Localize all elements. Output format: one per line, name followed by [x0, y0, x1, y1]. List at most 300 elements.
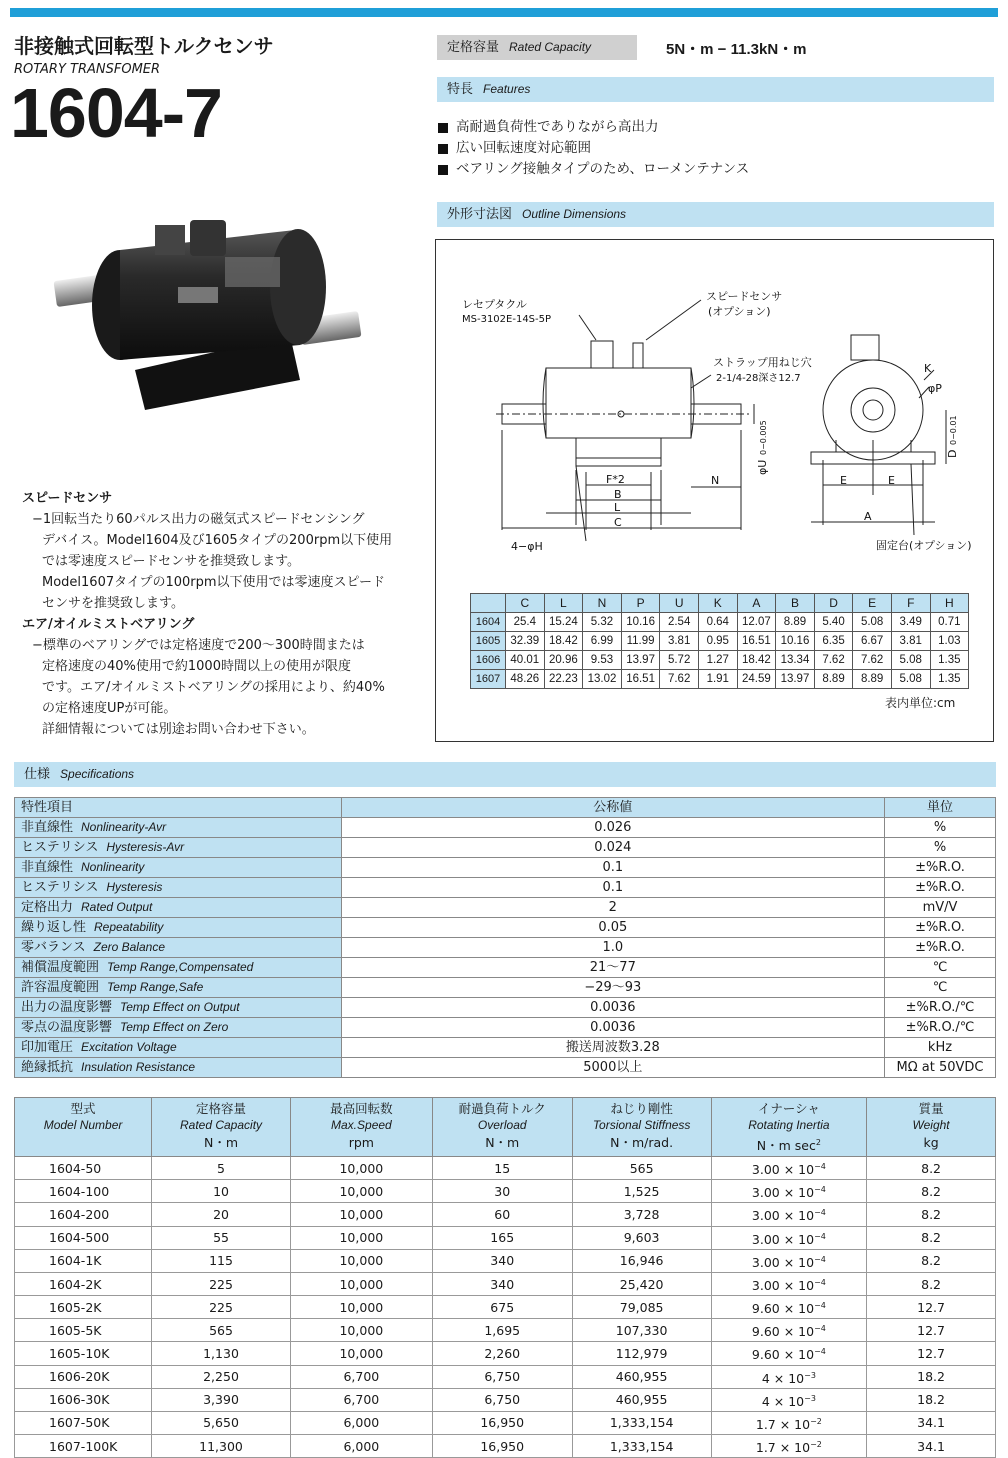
spec-label-en: Nonlinearity — [81, 860, 145, 874]
model-header-jp: 耐過負荷トルク — [458, 1101, 546, 1116]
title-japanese: 非接触式回転型トルクセンサ — [14, 34, 274, 58]
bearing-note-line: です。エア/オイルミストベアリングの採用により、約40% — [42, 680, 385, 695]
model-row — [15, 1203, 996, 1226]
spec-label — [15, 818, 342, 838]
model-header-jp: ねじり剛性 — [610, 1101, 673, 1116]
spec-value: 1.0 — [341, 938, 884, 958]
outline-drawing — [436, 240, 993, 580]
spec-label-jp: 繰り返し性 — [21, 920, 87, 935]
spec-value: 0.05 — [341, 918, 884, 938]
model-header-unit — [15, 1134, 151, 1151]
model-row — [15, 1249, 996, 1272]
dimension-header-cell: C — [506, 594, 545, 613]
bearing-title: エア/オイルミストベアリング — [22, 617, 195, 632]
model-cell-cap: 1,130 — [152, 1342, 291, 1365]
spec-label — [15, 1058, 342, 1078]
dimension-header-cell: F — [891, 594, 930, 613]
spec-header-cell: 特性項目 — [15, 798, 342, 818]
model-cell-model: 1605-2K — [15, 1296, 152, 1319]
receptacle-part: MS-3102E-14S-5P — [462, 314, 552, 325]
dim-d: D — [946, 449, 959, 458]
model-cell-weight: 8.2 — [867, 1180, 996, 1203]
model-row — [15, 1226, 996, 1249]
inertia-base: 3.00 × 10 — [751, 1162, 815, 1178]
capacity-label: 定格容量 Rated Capacity — [437, 35, 637, 60]
spec-label — [15, 978, 342, 998]
spec-value: 0.024 — [341, 838, 884, 858]
spec-unit: ±%R.O./℃ — [884, 1018, 995, 1038]
model-header-unit — [291, 1134, 432, 1151]
bearing-note-line: −標準のベアリングでは定格速度で200〜300時間または — [32, 638, 365, 653]
dimension-cell: 5.08 — [853, 613, 892, 632]
spec-label-en: Insulation Resistance — [81, 1060, 196, 1074]
spec-label — [15, 998, 342, 1018]
dimension-header-cell: A — [737, 594, 776, 613]
spec-row — [15, 898, 996, 918]
spec-row — [15, 818, 996, 838]
model-header-cell — [432, 1098, 572, 1157]
dimension-row — [471, 651, 969, 670]
spec-label — [15, 898, 342, 918]
dimension-cell: 13.97 — [776, 670, 815, 689]
model-cell-speed: 6,700 — [290, 1388, 432, 1411]
model-cell-inertia — [711, 1435, 867, 1458]
dimension-cell: 5.08 — [891, 670, 930, 689]
spec-value: 2 — [341, 898, 884, 918]
model-cell-speed: 10,000 — [290, 1272, 432, 1295]
model-header-cell — [572, 1098, 711, 1157]
inertia-exponent: −4 — [814, 1162, 826, 1172]
model-cell-over: 60 — [432, 1203, 572, 1226]
spec-value: 搬送周波数3.28 — [341, 1038, 884, 1058]
model-cell-cap: 225 — [152, 1296, 291, 1319]
spec-label-en: Hysteresis — [106, 880, 163, 894]
spec-value: 0.0036 — [341, 1018, 884, 1038]
feature-item — [438, 138, 749, 159]
model-cell-weight: 8.2 — [867, 1203, 996, 1226]
dim-k: K — [924, 362, 932, 375]
model-cell-cap: 5,650 — [152, 1411, 291, 1434]
dimension-cell: 22.23 — [544, 670, 583, 689]
model-cell-cap: 55 — [152, 1226, 291, 1249]
model-cell-over: 6,750 — [432, 1365, 572, 1388]
model-header-unit-text: N・m/rad. — [610, 1135, 674, 1150]
spec-label-jp: 零バランス — [21, 940, 86, 955]
dimension-unit-note: 表内単位:cm — [885, 696, 956, 710]
strap-spec: 2-1/4-28深さ12.7 — [716, 373, 801, 384]
model-cell-model: 1605-5K — [15, 1319, 152, 1342]
inertia-exponent: −3 — [804, 1393, 816, 1403]
model-cell-over: 340 — [432, 1272, 572, 1295]
spec-label-jp: ヒステリシス — [21, 840, 99, 855]
spec-row — [15, 878, 996, 898]
inertia-exponent: −4 — [814, 1347, 826, 1357]
model-cell-model: 1607-50K — [15, 1411, 152, 1434]
model-cell-stiff: 1,333,154 — [572, 1435, 711, 1458]
spec-unit: ±%R.O./℃ — [884, 998, 995, 1018]
model-cell-stiff: 9,603 — [572, 1226, 711, 1249]
spec-label-jp: ヒステリシス — [21, 880, 99, 895]
model-cell-model: 1607-100K — [15, 1435, 152, 1458]
top-accent-bar — [10, 8, 998, 17]
model-cell-model: 1606-20K — [15, 1365, 152, 1388]
inertia-base: 9.60 × 10 — [751, 1347, 815, 1363]
dimension-cell: 6.35 — [814, 632, 853, 651]
bearing-note-line: 定格速度の40%使用で約1000時間以上の使用が限度 — [42, 659, 351, 674]
model-cell-over: 675 — [432, 1296, 572, 1319]
dim-u: φU — [756, 459, 769, 475]
dimension-cell: 6.67 — [853, 632, 892, 651]
dimension-cell: 18.42 — [544, 632, 583, 651]
model-cell-cap: 3,390 — [152, 1388, 291, 1411]
spec-unit: kHz — [884, 1038, 995, 1058]
inertia-base: 3.00 × 10 — [751, 1231, 815, 1247]
inertia-exponent: −4 — [814, 1231, 826, 1241]
inertia-base: 9.60 × 10 — [751, 1324, 815, 1340]
model-cell-weight: 12.7 — [867, 1319, 996, 1342]
model-cell-stiff: 79,085 — [572, 1296, 711, 1319]
model-header-jp: 定格容量 — [196, 1101, 247, 1116]
feature-item — [438, 117, 749, 138]
model-header-cell — [711, 1098, 867, 1157]
dimension-cell: 9.53 — [583, 651, 622, 670]
model-cell-weight: 18.2 — [867, 1365, 996, 1388]
model-header-cell — [867, 1098, 996, 1157]
dim-e2: E — [888, 474, 895, 487]
dimension-cell: 3.49 — [891, 613, 930, 632]
inertia-exponent: −4 — [814, 1185, 826, 1195]
spec-row — [15, 838, 996, 858]
model-header-en: Model Number — [43, 1118, 123, 1132]
inertia-exponent: −4 — [814, 1208, 826, 1218]
model-header-unit-text: N・m sec — [756, 1138, 816, 1154]
dim-p: φP — [928, 382, 942, 395]
model-cell-weight: 12.7 — [867, 1296, 996, 1319]
model-cell-inertia — [711, 1388, 867, 1411]
dimension-header-cell: N — [583, 594, 622, 613]
model-header-unit-text: kg — [923, 1135, 939, 1150]
dimension-cell: 3.81 — [660, 632, 699, 651]
inertia-base: 9.60 × 10 — [751, 1301, 815, 1317]
dimension-cell: 1.03 — [930, 632, 969, 651]
dimension-cell: 40.01 — [506, 651, 545, 670]
dimension-cell: 6.99 — [583, 632, 622, 651]
model-cell-stiff: 3,728 — [572, 1203, 711, 1226]
model-cell-over: 165 — [432, 1226, 572, 1249]
dimension-cell: 16.51 — [737, 632, 776, 651]
model-header-unit-text: N・m — [204, 1135, 239, 1150]
dimension-header-cell: P — [621, 594, 660, 613]
model-row — [15, 1157, 996, 1180]
model-header-unit — [712, 1134, 867, 1154]
model-header-cell — [15, 1098, 152, 1157]
specifications-table — [14, 797, 996, 1078]
model-header-unit-text: N・m — [485, 1135, 520, 1150]
model-cell-inertia — [711, 1249, 867, 1272]
model-cell-inertia — [711, 1342, 867, 1365]
specifications-header: 仕様 Specifications — [14, 762, 996, 787]
dimension-header-cell: H — [930, 594, 969, 613]
dimension-header-cell: D — [814, 594, 853, 613]
dimension-header-cell: K — [698, 594, 737, 613]
model-cell-cap: 2,250 — [152, 1365, 291, 1388]
spec-label-en: Rated Output — [81, 900, 153, 914]
dimension-cell: 13.34 — [776, 651, 815, 670]
spec-label-jp: 零点の温度影響 — [21, 1020, 113, 1035]
dimension-cell: 1.27 — [698, 651, 737, 670]
speed-sensor-note-line: センサを推奨致します。 — [42, 596, 184, 611]
speed-sensor-note-line: Model1607タイプの100rpm以下使用では零速度スピード — [42, 575, 386, 590]
model-cell-weight: 34.1 — [867, 1435, 996, 1458]
dimension-cell: 11.99 — [621, 632, 660, 651]
dimension-row-model: 1607 — [471, 670, 506, 689]
model-cell-inertia — [711, 1319, 867, 1342]
model-cell-speed: 10,000 — [290, 1342, 432, 1365]
dimension-cell: 8.89 — [814, 670, 853, 689]
feature-text: 広い回転速度対応範囲 — [456, 140, 591, 156]
spec-row — [15, 1018, 996, 1038]
spec-row — [15, 918, 996, 938]
model-cell-stiff: 1,525 — [572, 1180, 711, 1203]
dimension-cell: 1.91 — [698, 670, 737, 689]
bullet-square-icon — [438, 123, 448, 133]
dimension-cell: 3.81 — [891, 632, 930, 651]
model-cell-speed: 10,000 — [290, 1296, 432, 1319]
dimension-corner-cell — [471, 594, 506, 613]
model-number: 1604-7 — [10, 74, 222, 152]
model-row — [15, 1342, 996, 1365]
bullet-square-icon — [438, 165, 448, 175]
dimension-cell: 7.62 — [660, 670, 699, 689]
dimension-cell: 2.54 — [660, 613, 699, 632]
model-cell-speed: 10,000 — [290, 1157, 432, 1180]
features-header: 特長 Features — [437, 77, 994, 102]
spec-row — [15, 958, 996, 978]
dim-a: A — [864, 510, 872, 523]
inertia-base: 1.7 × 10 — [755, 1417, 811, 1433]
model-row — [15, 1411, 996, 1434]
model-cell-weight: 18.2 — [867, 1388, 996, 1411]
strap-label: ストラップ用ねじ穴 — [713, 356, 812, 369]
model-cell-stiff: 460,955 — [572, 1365, 711, 1388]
model-cell-cap: 565 — [152, 1319, 291, 1342]
model-cell-model: 1606-30K — [15, 1388, 152, 1411]
dimension-cell: 8.89 — [853, 670, 892, 689]
model-header-unit — [867, 1134, 995, 1151]
model-row — [15, 1435, 996, 1458]
dimension-table — [470, 593, 969, 689]
outline-header: 外形寸法図 Outline Dimensions — [437, 202, 994, 227]
model-cell-inertia — [711, 1272, 867, 1295]
spec-label-en: Nonlinearity-Avr — [81, 820, 167, 834]
spec-label-en: Excitation Voltage — [81, 1040, 177, 1054]
dimension-cell: 12.07 — [737, 613, 776, 632]
spec-unit: MΩ at 50VDC — [884, 1058, 995, 1078]
model-cell-weight: 12.7 — [867, 1342, 996, 1365]
model-cell-model: 1604-1K — [15, 1249, 152, 1272]
dimension-cell: 10.16 — [776, 632, 815, 651]
speed-sensor-option: (オプション) — [708, 305, 771, 318]
model-cell-inertia — [711, 1157, 867, 1180]
inertia-base: 3.00 × 10 — [751, 1208, 815, 1224]
model-cell-cap: 20 — [152, 1203, 291, 1226]
model-cell-model: 1604-2K — [15, 1272, 152, 1295]
spec-row — [15, 1058, 996, 1078]
spec-label — [15, 1018, 342, 1038]
spec-unit: ±%R.O. — [884, 938, 995, 958]
dim-b: B — [614, 488, 622, 501]
spec-row — [15, 938, 996, 958]
dim-n: N — [711, 474, 720, 487]
notes-section — [22, 488, 412, 740]
inertia-base: 3.00 × 10 — [751, 1278, 815, 1294]
feature-text: 高耐過負荷性でありながら高出力 — [456, 119, 659, 135]
dimension-cell: 0.64 — [698, 613, 737, 632]
unit-superscript: 2 — [815, 1138, 821, 1147]
spec-label — [15, 958, 342, 978]
model-cell-speed: 6,700 — [290, 1365, 432, 1388]
model-cell-stiff: 16,946 — [572, 1249, 711, 1272]
dimension-cell: 1.35 — [930, 651, 969, 670]
model-cell-inertia — [711, 1203, 867, 1226]
spec-label — [15, 878, 342, 898]
spec-label — [15, 918, 342, 938]
features-list — [438, 117, 749, 180]
spec-label-jp: 印加電圧 — [21, 1040, 74, 1055]
model-cell-speed: 10,000 — [290, 1249, 432, 1272]
inertia-base: 1.7 × 10 — [755, 1440, 811, 1456]
spec-unit: ±%R.O. — [884, 878, 995, 898]
feature-item — [438, 159, 749, 180]
dimension-cell: 13.97 — [621, 651, 660, 670]
model-cell-model: 1604-200 — [15, 1203, 152, 1226]
spec-label-jp: 補償温度範囲 — [21, 960, 100, 975]
dimension-cell: 18.42 — [737, 651, 776, 670]
model-header-en: Rated Capacity — [179, 1118, 263, 1132]
spec-unit: ℃ — [884, 958, 995, 978]
model-cell-over: 16,950 — [432, 1411, 572, 1434]
spec-value: 5000以上 — [341, 1058, 884, 1078]
dimension-cell: 15.24 — [544, 613, 583, 632]
model-cell-speed: 10,000 — [290, 1319, 432, 1342]
inertia-base: 3.00 × 10 — [751, 1185, 815, 1201]
title-english: ROTARY TRANSFOMER — [14, 62, 161, 77]
dimension-cell: 13.02 — [583, 670, 622, 689]
spec-header-cell: 公称値 — [341, 798, 884, 818]
capacity-value: 5N・m − 11.3kN・m — [666, 41, 807, 58]
dimension-header-cell: U — [660, 594, 699, 613]
dimension-cell: 25.4 — [506, 613, 545, 632]
spec-row — [15, 978, 996, 998]
model-cell-stiff: 1,333,154 — [572, 1411, 711, 1434]
inertia-exponent: −4 — [814, 1301, 826, 1311]
bearing-note-line: 詳細情報については別途お問い合わせ下さい。 — [42, 722, 315, 737]
model-header-en: Torsional Stiffness — [592, 1118, 691, 1132]
model-table — [14, 1097, 996, 1458]
spec-label — [15, 1038, 342, 1058]
dimension-header-cell: B — [776, 594, 815, 613]
spec-unit: mV/V — [884, 898, 995, 918]
spec-label — [15, 858, 342, 878]
dim-e1: E — [840, 474, 847, 487]
spec-label-en: Temp Effect on Output — [120, 1000, 240, 1014]
dimension-cell: 5.32 — [583, 613, 622, 632]
spec-label-jp: 絶縁抵抗 — [21, 1060, 74, 1075]
spec-value: 21〜77 — [341, 958, 884, 978]
model-row — [15, 1296, 996, 1319]
dim-f: F*2 — [606, 473, 625, 486]
spec-unit: ±%R.O. — [884, 858, 995, 878]
dimension-row-model: 1606 — [471, 651, 506, 670]
model-header-jp: 質量 — [918, 1101, 944, 1116]
model-cell-stiff: 565 — [572, 1157, 711, 1180]
bearing-note-line: の定格速度UPが可能。 — [42, 701, 177, 716]
model-cell-speed: 6,000 — [290, 1435, 432, 1458]
model-row — [15, 1319, 996, 1342]
base-option-label: 固定台(オプション) — [876, 539, 972, 552]
model-cell-over: 2,260 — [432, 1342, 572, 1365]
dimension-cell: 16.51 — [621, 670, 660, 689]
model-cell-model: 1604-50 — [15, 1157, 152, 1180]
model-cell-cap: 115 — [152, 1249, 291, 1272]
spec-label-jp: 出力の温度影響 — [21, 1000, 113, 1015]
inertia-base: 4 × 10 — [761, 1393, 805, 1409]
dimension-row — [471, 613, 969, 632]
dimension-cell: 0.71 — [930, 613, 969, 632]
spec-unit: ±%R.O. — [884, 918, 995, 938]
inertia-exponent: −2 — [810, 1440, 822, 1450]
spec-row — [15, 1038, 996, 1058]
dim-u-tol: 0−0.005 — [759, 420, 768, 455]
spec-label — [15, 838, 342, 858]
spec-value: 0.026 — [341, 818, 884, 838]
spec-label-jp: 非直線性 — [21, 820, 74, 835]
inertia-base: 4 × 10 — [761, 1370, 805, 1386]
model-cell-speed: 10,000 — [290, 1226, 432, 1249]
model-cell-weight: 8.2 — [867, 1157, 996, 1180]
spec-label-en: Temp Range,Safe — [107, 980, 204, 994]
bullet-square-icon — [438, 144, 448, 154]
specifications-header-row — [15, 798, 996, 818]
model-cell-model: 1604-100 — [15, 1180, 152, 1203]
spec-label — [15, 938, 342, 958]
receptacle-label: レセプタクル — [462, 298, 527, 311]
model-cell-stiff: 112,979 — [572, 1342, 711, 1365]
dimension-cell: 5.40 — [814, 613, 853, 632]
spec-value: 0.0036 — [341, 998, 884, 1018]
inertia-exponent: −4 — [814, 1277, 826, 1287]
model-header-en: Max.Speed — [331, 1118, 392, 1132]
model-cell-over: 15 — [432, 1157, 572, 1180]
spec-unit: ℃ — [884, 978, 995, 998]
inertia-exponent: −3 — [804, 1370, 816, 1380]
hole-label: 4−φH — [511, 540, 543, 553]
model-cell-cap: 5 — [152, 1157, 291, 1180]
model-cell-weight: 8.2 — [867, 1249, 996, 1272]
model-cell-model: 1604-500 — [15, 1226, 152, 1249]
model-cell-inertia — [711, 1180, 867, 1203]
model-cell-inertia — [711, 1365, 867, 1388]
spec-row — [15, 998, 996, 1018]
dim-c: C — [614, 516, 622, 529]
dimension-header-cell: E — [853, 594, 892, 613]
model-header-en: Rotating Inertia — [748, 1118, 830, 1132]
model-header-unit — [433, 1134, 572, 1151]
spec-value: 0.1 — [341, 858, 884, 878]
spec-label-jp: 許容温度範囲 — [21, 980, 100, 995]
model-header-en: Overload — [477, 1118, 527, 1132]
speed-sensor-note-line: では零速度スピードセンサを推奨致します。 — [42, 554, 301, 569]
